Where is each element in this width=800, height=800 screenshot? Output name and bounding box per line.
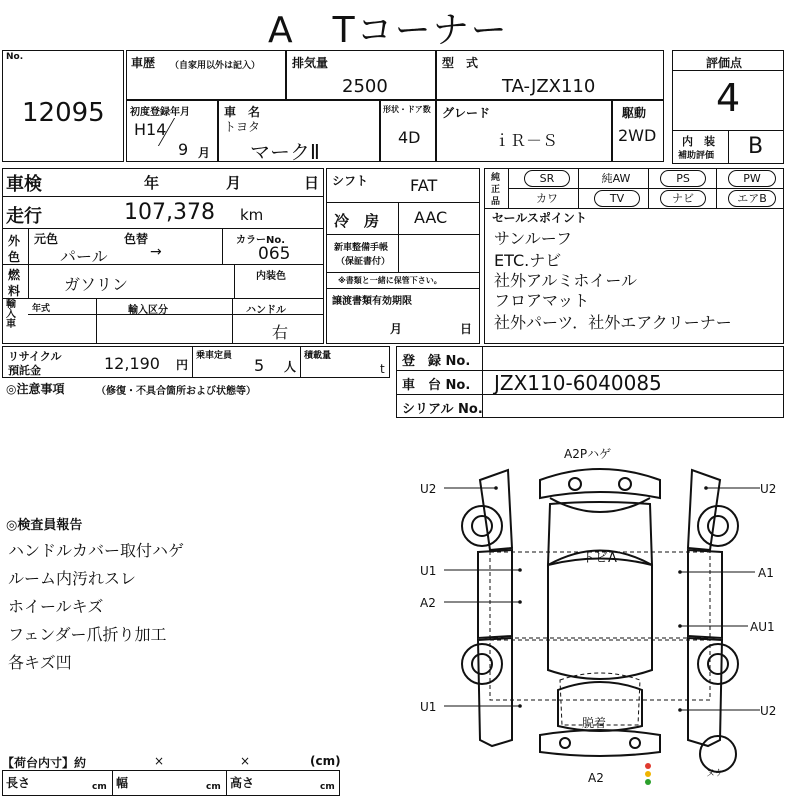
score-label: 評価点 — [706, 56, 743, 70]
capacity-unit: 人 — [284, 360, 297, 374]
drive-value: 2WD — [618, 126, 657, 145]
exterior-label-2: 色 — [8, 250, 21, 264]
equipment-alloy-wheel: 純AW — [601, 172, 631, 185]
sales-point-5: 社外パーツ．社外エアクリーナー — [494, 313, 732, 332]
capacity-label: 乗車定員 — [196, 351, 233, 361]
inspector-report-item-3: ホイールキズ — [8, 597, 104, 616]
diagram-trunk-label: 脱着 — [582, 716, 607, 730]
first-reg-era-year: H14 — [134, 120, 167, 139]
caution-note: （修復・不具合箇所および状態等） — [96, 386, 256, 397]
diagram-right-front-label: U2 — [760, 482, 777, 496]
diagram-spare-label: ヌケ — [706, 769, 725, 779]
import-handle-label: ハンドル — [246, 305, 286, 316]
serial-label: シリアル No. — [402, 402, 483, 417]
first-reg-month: 9 — [178, 140, 189, 159]
cargo-unit: (cm) — [310, 754, 341, 768]
fuel-label-2: 料 — [8, 284, 21, 298]
doors-value: 4D — [398, 128, 421, 147]
aircon-label: 冷 房 — [334, 212, 380, 230]
model-label: 型 式 — [442, 56, 479, 70]
inspector-report-label: ◎検査員報告 — [6, 518, 83, 533]
history-label: 車歴 — [131, 56, 156, 70]
color-no-label: カラーNo. — [236, 235, 286, 246]
score-value: 4 — [716, 76, 741, 120]
doors-label: 形状・ドア数 — [383, 105, 431, 114]
car-maker: トヨタ — [224, 120, 261, 134]
equipment-pw: PW — [728, 170, 776, 187]
diagram-left-door-front-label: U1 — [420, 564, 437, 578]
lot-no-label: No. — [6, 52, 24, 62]
transfer-day: 日 — [460, 322, 473, 336]
history-note: （自家用以外は記入） — [170, 61, 261, 71]
equipment-ps: PS — [660, 170, 706, 187]
equipment-sr: SR — [524, 170, 570, 187]
car-name: マークⅡ — [250, 140, 320, 164]
grade-value: ｉＲ－Ｓ — [494, 131, 559, 150]
cargo-label: 【荷台内寸】約 — [2, 756, 87, 770]
mileage-label: 走行 — [6, 206, 42, 227]
caution-label: ◎注意事項 — [6, 382, 65, 396]
displacement-value: 2500 — [342, 76, 388, 97]
load-unit: t — [380, 362, 385, 376]
mileage-value: 107,378 — [124, 200, 215, 225]
displacement-label: 排気量 — [292, 56, 329, 70]
sales-point-3: 社外アルミホイール — [494, 271, 638, 290]
equipment-airbag: エアB — [728, 190, 776, 207]
shift-value: FAT — [410, 176, 438, 195]
equipment-leather: カワ — [536, 192, 558, 205]
exterior-change-label: 色替 — [124, 232, 149, 246]
interior-label-2: 補助評価 — [678, 151, 715, 161]
drive-label: 駆動 — [622, 106, 647, 120]
diagram-right-rear-label: U2 — [760, 704, 777, 718]
exterior-arrow: → — [150, 244, 162, 260]
car-damage-diagram — [400, 440, 800, 790]
recycle-label-2: 預託金 — [8, 364, 41, 377]
import-handle-value: 右 — [272, 323, 289, 342]
exterior-orig-label: 元色 — [34, 232, 59, 246]
manual-note: ※書類と一緒に保管下さい。 — [338, 276, 442, 285]
exterior-label-1: 外 — [8, 234, 21, 248]
capacity-value: 5 — [254, 356, 265, 375]
interior-score-value: B — [748, 134, 764, 159]
recycle-unit: 円 — [176, 358, 189, 372]
recycle-label-1: リサイクル — [8, 350, 62, 363]
chassis-value: JZX110-6040085 — [494, 371, 662, 395]
first-reg-label: 初度登録年月 — [130, 107, 190, 118]
exterior-orig-value: パール — [60, 247, 108, 266]
inspection-year: 年 — [144, 174, 160, 192]
diagram-left-door-rear-label: A2 — [420, 596, 436, 610]
equipment-tv: TV — [594, 190, 640, 207]
registration-label: 登 録 No. — [402, 354, 471, 369]
inspection-day: 日 — [304, 174, 320, 192]
inspector-report-item-1: ハンドルカバー取付ハゲ — [8, 541, 185, 560]
grade-label: グレード — [442, 106, 491, 120]
status-dots — [645, 763, 651, 785]
aircon-value: AAC — [414, 208, 448, 227]
inspection-month: 月 — [226, 174, 242, 192]
first-reg-month-unit: 月 — [198, 146, 211, 160]
diagram-left-rear-label: U1 — [420, 700, 437, 714]
transfer-label: 譲渡書類有効期限 — [332, 296, 412, 307]
diagram-right-door-front-label: A1 — [758, 566, 774, 580]
cargo-width-label: 幅 — [116, 776, 129, 790]
equipment-label-2: 正 — [491, 185, 501, 195]
recycle-value: 12,190 — [104, 354, 160, 373]
interior-color-label: 内装色 — [256, 271, 286, 282]
fuel-label-1: 燃 — [8, 268, 21, 282]
sales-point-2: ETC.ナビ — [494, 251, 562, 270]
inspection-label: 車検 — [6, 174, 42, 195]
cargo-length-cm: cm — [92, 782, 107, 792]
diagram-roof-label: トビA — [582, 551, 617, 566]
import-year-label: 年式 — [32, 304, 51, 314]
interior-label-1: 内 装 — [682, 135, 715, 148]
inspector-report-item-5: 各キズ凹 — [8, 653, 72, 672]
fuel-value: ガソリン — [64, 275, 129, 294]
diagram-front-label: A2Pハゲ — [564, 447, 612, 461]
cargo-x1: × — [154, 754, 165, 768]
cargo-x2: × — [240, 754, 251, 768]
sales-point-1: サンルーフ — [494, 229, 573, 248]
cargo-height-label: 高さ — [230, 776, 255, 790]
load-label: 積載量 — [304, 351, 332, 361]
color-no-value: 065 — [258, 244, 291, 264]
import-class-label: 輸入区分 — [128, 305, 168, 316]
diagram-rear-bumper-label: A2 — [588, 771, 604, 785]
cargo-length-label: 長さ — [6, 776, 31, 790]
shift-label: シフト — [332, 174, 369, 188]
diagram-left-front-label: U2 — [420, 482, 437, 496]
equipment-navi: ナビ — [660, 190, 706, 207]
manual-label-2: （保証書付） — [336, 257, 391, 267]
car-name-label: 車 名 — [224, 105, 261, 119]
transfer-month: 月 — [390, 322, 403, 336]
equipment-label-1: 純 — [491, 173, 501, 183]
inspector-report-item-4: フェンダー爪折り加工 — [8, 625, 167, 644]
import-label: 輸入車 — [6, 299, 16, 330]
sales-point-4: フロアマット — [494, 291, 590, 310]
model-value: TA-JZX110 — [502, 76, 596, 97]
cargo-height-cm: cm — [320, 782, 335, 792]
page-title: A Tコーナー — [268, 10, 509, 51]
sales-points-label: セールスポイント — [492, 211, 587, 225]
mileage-unit: km — [240, 206, 264, 224]
equipment-label-3: 品 — [491, 197, 501, 207]
chassis-label: 車 台 No. — [402, 378, 471, 393]
lot-number: 12095 — [22, 98, 105, 128]
cargo-table — [2, 770, 340, 796]
cargo-width-cm: cm — [206, 782, 221, 792]
inspector-report-item-2: ルーム内汚れスレ — [8, 569, 137, 588]
manual-label-1: 新車整備手帳 — [334, 243, 389, 253]
diagram-right-door-rear-label: AU1 — [750, 620, 775, 634]
